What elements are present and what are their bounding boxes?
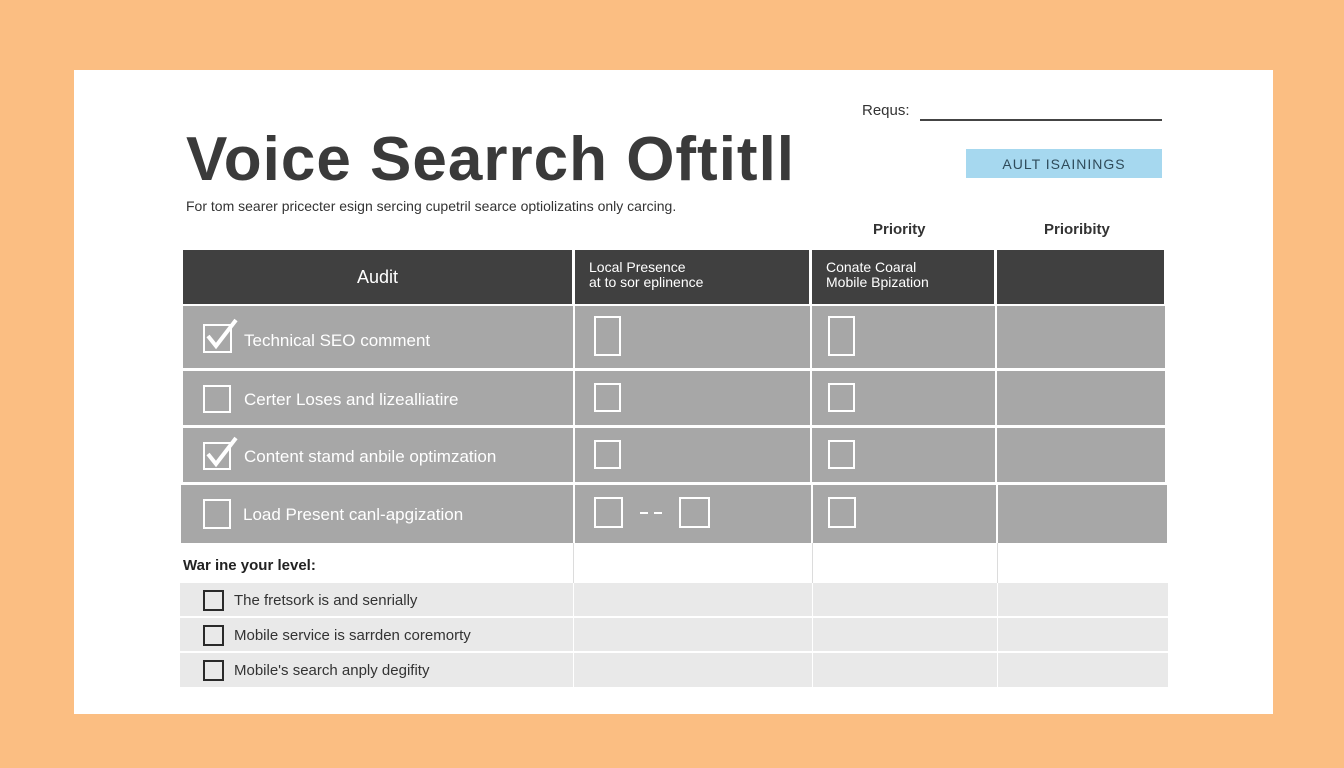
level-checkbox[interactable] (203, 625, 224, 646)
column-header-audit-label: Audit (356, 266, 399, 287)
table-cell (812, 371, 995, 425)
table-cell (575, 485, 811, 543)
table-cell (813, 485, 996, 543)
column-header-line1: Conate Coaral (826, 259, 917, 275)
level-label: The fretsork is and senrially (234, 592, 418, 609)
row-checkbox[interactable] (594, 316, 621, 356)
requestor-label: Requs: (862, 102, 910, 119)
column-divider (812, 583, 813, 687)
level-checkbox[interactable] (203, 590, 224, 611)
row-checkbox[interactable] (594, 383, 621, 412)
row-label: Load Present canl-apgization (243, 505, 464, 524)
audit-card (74, 70, 1273, 714)
row-label: Technical SEO comment (244, 331, 431, 350)
row-checkbox[interactable] (203, 499, 231, 529)
audit-trainings-button[interactable]: AULT ISAININGS (966, 149, 1162, 178)
column-header-local-presence (575, 250, 809, 304)
column-header-line2: at to sor eplinence (589, 274, 704, 290)
priority-label-2: Prioribity (1044, 221, 1110, 238)
table-row (183, 306, 573, 368)
row-checkbox[interactable] (828, 440, 855, 469)
table-cell (812, 428, 995, 482)
dash-separator (654, 512, 662, 514)
row-checkbox[interactable] (679, 497, 710, 528)
column-divider (573, 583, 574, 687)
requestor-line[interactable] (920, 119, 1162, 121)
row-checkbox[interactable] (594, 440, 621, 469)
table-row (183, 428, 573, 482)
row-checkbox[interactable] (828, 316, 855, 356)
row-checkbox[interactable] (594, 497, 623, 528)
page-title: Voice Searrch Oftitll (186, 125, 796, 194)
priority-label-1: Priority (873, 221, 926, 238)
level-row (180, 583, 1168, 616)
row-label: Certer Loses and lizealliatire (244, 390, 459, 409)
dash-separator (640, 512, 648, 514)
row-label: Content stamd anbile optimzation (244, 447, 497, 466)
column-header-line2: Mobile Bpization (826, 274, 929, 290)
checkmark-icon (203, 318, 243, 352)
table-cell (997, 428, 1165, 482)
table-cell (812, 306, 995, 368)
table-cell (575, 306, 810, 368)
table-cell (997, 371, 1165, 425)
table-cell (998, 485, 1167, 543)
row-checkbox[interactable] (203, 385, 231, 413)
column-header-priority (997, 250, 1164, 304)
level-title: War ine your level: (183, 557, 316, 574)
table-cell (575, 371, 810, 425)
level-checkbox[interactable] (203, 660, 224, 681)
page-subtitle: For tom searer pricecter esign sercing cupetril searce optiolizatins only carcing. (186, 198, 677, 214)
level-row (180, 618, 1168, 651)
level-row (180, 653, 1168, 687)
level-label: Mobile service is sarrden coremorty (234, 627, 471, 644)
table-row (181, 485, 573, 543)
table-cell (575, 428, 810, 482)
table-row (183, 371, 573, 425)
level-label: Mobile's search anply degifity (234, 662, 430, 679)
checkmark-icon (203, 436, 243, 470)
table-cell (997, 306, 1165, 368)
row-checkbox[interactable] (828, 383, 855, 412)
row-checkbox[interactable] (828, 497, 856, 528)
column-divider (997, 583, 998, 687)
column-header-audit (183, 250, 572, 304)
column-header-mobile (812, 250, 994, 304)
column-header-line1: Local Presence (589, 259, 686, 275)
